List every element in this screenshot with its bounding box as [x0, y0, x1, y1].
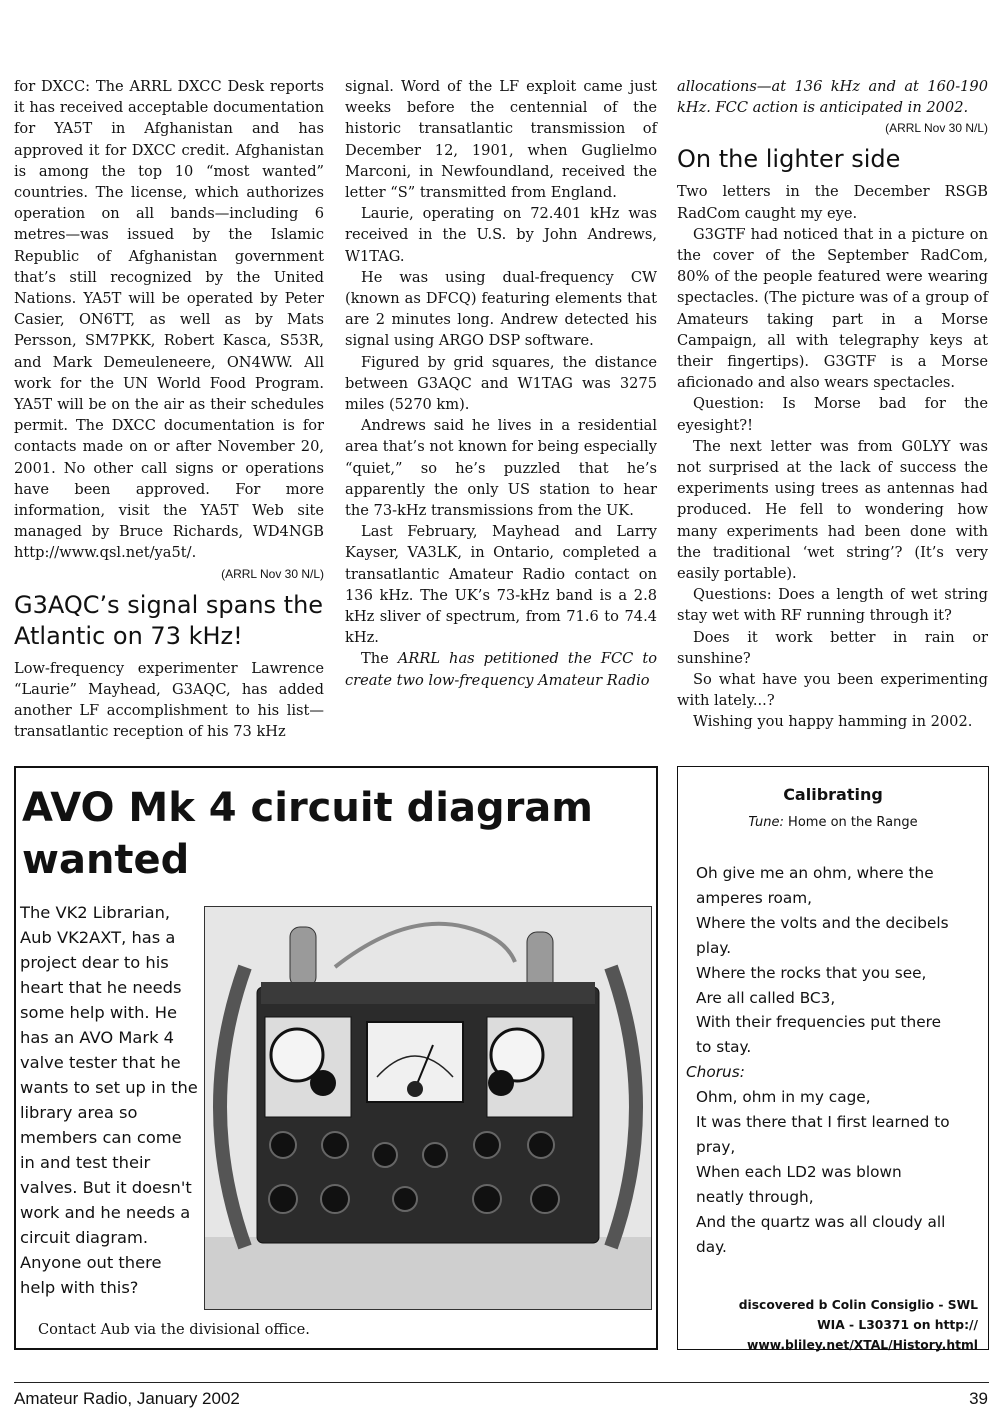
chorus-line: day. [696, 1237, 727, 1256]
poem-title: Calibrating [783, 785, 883, 804]
tune-name: Home on the Range [783, 815, 918, 830]
valve-tester-photo [204, 906, 652, 1310]
allocations-paragraph: allocations—at 136 kHz and at 160-190 kHz. FCC action is anticipated in 2002. [677, 78, 988, 117]
poem-line: Are all called BC3, [696, 988, 836, 1007]
arrl-petition-italic: ARRL has petitioned the FCC to create two low-frequency Amateur Radio [345, 650, 657, 689]
column-3 [677, 76, 988, 733]
tune-label: Tune: [748, 815, 784, 830]
wet-string-paragraph: Questions: Does a length of wet string stay wet with RF running through it? [677, 586, 988, 625]
chorus-line: pray, [696, 1137, 736, 1156]
column-2 [345, 76, 657, 691]
poem-line: Where the volts and the decibels [696, 913, 949, 932]
dfcq-paragraph: He was using dual-frequency CW (known as DFCQ) featuring elements that are 2 minutes long. Andrew detected his signal using ARGO DSP software. [345, 268, 657, 350]
radcom-paragraph: Two letters in the December RSGB RadCom caught my eye. [677, 183, 988, 222]
morse-question-paragraph: Question: Is Morse bad for the eyesight?! [677, 395, 988, 434]
arrl-petition-paragraph [345, 648, 657, 690]
ya5t-paragraph: for DXCC: The ARRL DXCC Desk reports it has received acceptable documentation for YA5T in Afghanistan and has approved it for DXCC credit. Afghanistan is among the top 10 “most wanted” countries. The license, which authorizes operation on all bands—including 6 metres—was issued by the Islamic Republic of Afghanistan government that’s still recognized by the United Nations. YA5T will be operated by Peter Casier, ON6TT, as well as by Mats Persson, SM7PKK, Robert Kasca, S53R, and Mark Demeuleneere, ON4WW. All work for the UN World Food Program. YA5T will be on the air as their schedules permit. The DXCC documentation is for contacts made on or after November 20, 2001. No other call signs or operations have been approved. For more information, visit the YA5T Web site managed by Bruce Richards, WD4NGB http://www.qsl.net/ya5t/. [14, 78, 324, 562]
chorus-line: When each LD2 was blown [696, 1162, 902, 1181]
chorus-line: Ohm, ohm in my cage, [696, 1088, 871, 1107]
poem-credit [688, 1295, 978, 1355]
footer-publication: Amateur Radio, January 2002 [14, 1389, 240, 1408]
avo-contact: Contact Aub via the divisional office. [38, 1321, 310, 1338]
avo-article-box [14, 766, 658, 1350]
andrews-paragraph: Andrews said he lives in a residential area that’s not known for being especially “quiet,” so he’s puzzled that he’s apparently the only US station to hear the 73-kHz transmissions from the UK. [345, 417, 657, 520]
g3aqc-paragraph: Low-frequency experimenter Lawrence “Laurie” Mayhead, G3AQC, has added another LF accomplishment to his list—transatlantic reception of his 73 kHz [14, 659, 324, 741]
column-1 [14, 76, 324, 742]
source-credit: (ARRL Nov 30 N/L) [221, 566, 324, 581]
laurie-paragraph: Laurie, operating on 72.401 kHz was received in the U.S. by John Andrews, W1TAG. [345, 205, 657, 265]
page-number: 39 [969, 1389, 988, 1408]
g3aqc-heading: G3AQC’s signal spans the Atlantic on 73 kHz! [14, 590, 324, 650]
valve-tester-illustration [205, 907, 651, 1309]
credit-line: WIA - L30371 on http:// [817, 1318, 978, 1332]
chorus-line: neatly through, [696, 1187, 814, 1206]
poem-line: Where the rocks that you see, [696, 963, 927, 982]
poem-line: Oh give me an ohm, where the [696, 864, 934, 882]
chorus-line: It was there that I first learned to [696, 1113, 950, 1132]
poem-line: play. [696, 938, 732, 957]
rain-paragraph: Does it work better in rain or sunshine? [677, 628, 988, 667]
experimenting-paragraph: So what have you been experimenting with lately...? [677, 671, 988, 710]
lf-exploit-paragraph: signal. Word of the LF exploit came just weeks before the centennial of the historic transatlantic transmission of December 12, 1901, when Guglielmo Marconi, in Newfoundland, received the letter “S” transmitted from England. [345, 78, 657, 202]
footer-rule [14, 1382, 989, 1383]
avo-title: AVO Mk 4 circuit diagram wanted [22, 785, 593, 883]
source-credit: (ARRL Nov 30 N/L) [885, 121, 988, 136]
g3gtf-paragraph: G3GTF had noticed that in a picture on the cover of the September RadCom, 80% of the people featured were wearing spectacles. (The picture was of a group of Amateurs taking part in a Morse Campaign, all with telegraphy keys at their fingertips). G3GTF is a Morse aficionado and also wears spectacles. [677, 225, 988, 392]
poem-lines [686, 861, 982, 1260]
poem-tune [678, 815, 988, 830]
poem-line: amperes roam, [696, 888, 813, 907]
distance-paragraph: Figured by grid squares, the distance between G3AQC and W1TAG was 3275 miles (5270 km). [345, 353, 657, 414]
wishing-paragraph: Wishing you happy hamming in 2002. [693, 713, 973, 731]
chorus-line: And the quartz was all cloudy all [696, 1212, 946, 1231]
credit-url: www.bliley.net/XTAL/History.html [747, 1338, 978, 1352]
lighter-side-heading: On the lighter side [677, 145, 901, 174]
arrl-petition-lead: The [361, 650, 398, 668]
poem-box [677, 766, 989, 1350]
chorus-label: Chorus: [686, 1063, 745, 1082]
avo-body: The VK2 Librarian, Aub VK2AXT, has a project dear to his heart that he needs some help with. He has an AVO Mark 4 valve tester that he wants to set up in the library area so members can come in and test their valves. But it doesn't work and he needs a circuit diagram. Anyone out there help with this? [20, 903, 198, 1297]
credit-line: discovered b Colin Consiglio - SWL [738, 1298, 978, 1312]
poem-line: With their frequencies put there [696, 1013, 941, 1032]
poem-line: to stay. [696, 1038, 752, 1057]
kayser-paragraph: Last February, Mayhead and Larry Kayser, VA3LK, in Ontario, completed a transatlantic Amateur Radio contact on 136 kHz. The UK’s 73-kHz band is a 2.8 kHz sliver of spectrum, from 71.6 to 74.4 kHz. [345, 523, 657, 647]
g0lyy-paragraph: The next letter was from G0LYY was not surprised at the lack of success the experiments using trees as antennas had produced. He fell to wondering how many experiments had been done with the traditional ‘wet string’? (It’s very easily portable). [677, 437, 988, 583]
